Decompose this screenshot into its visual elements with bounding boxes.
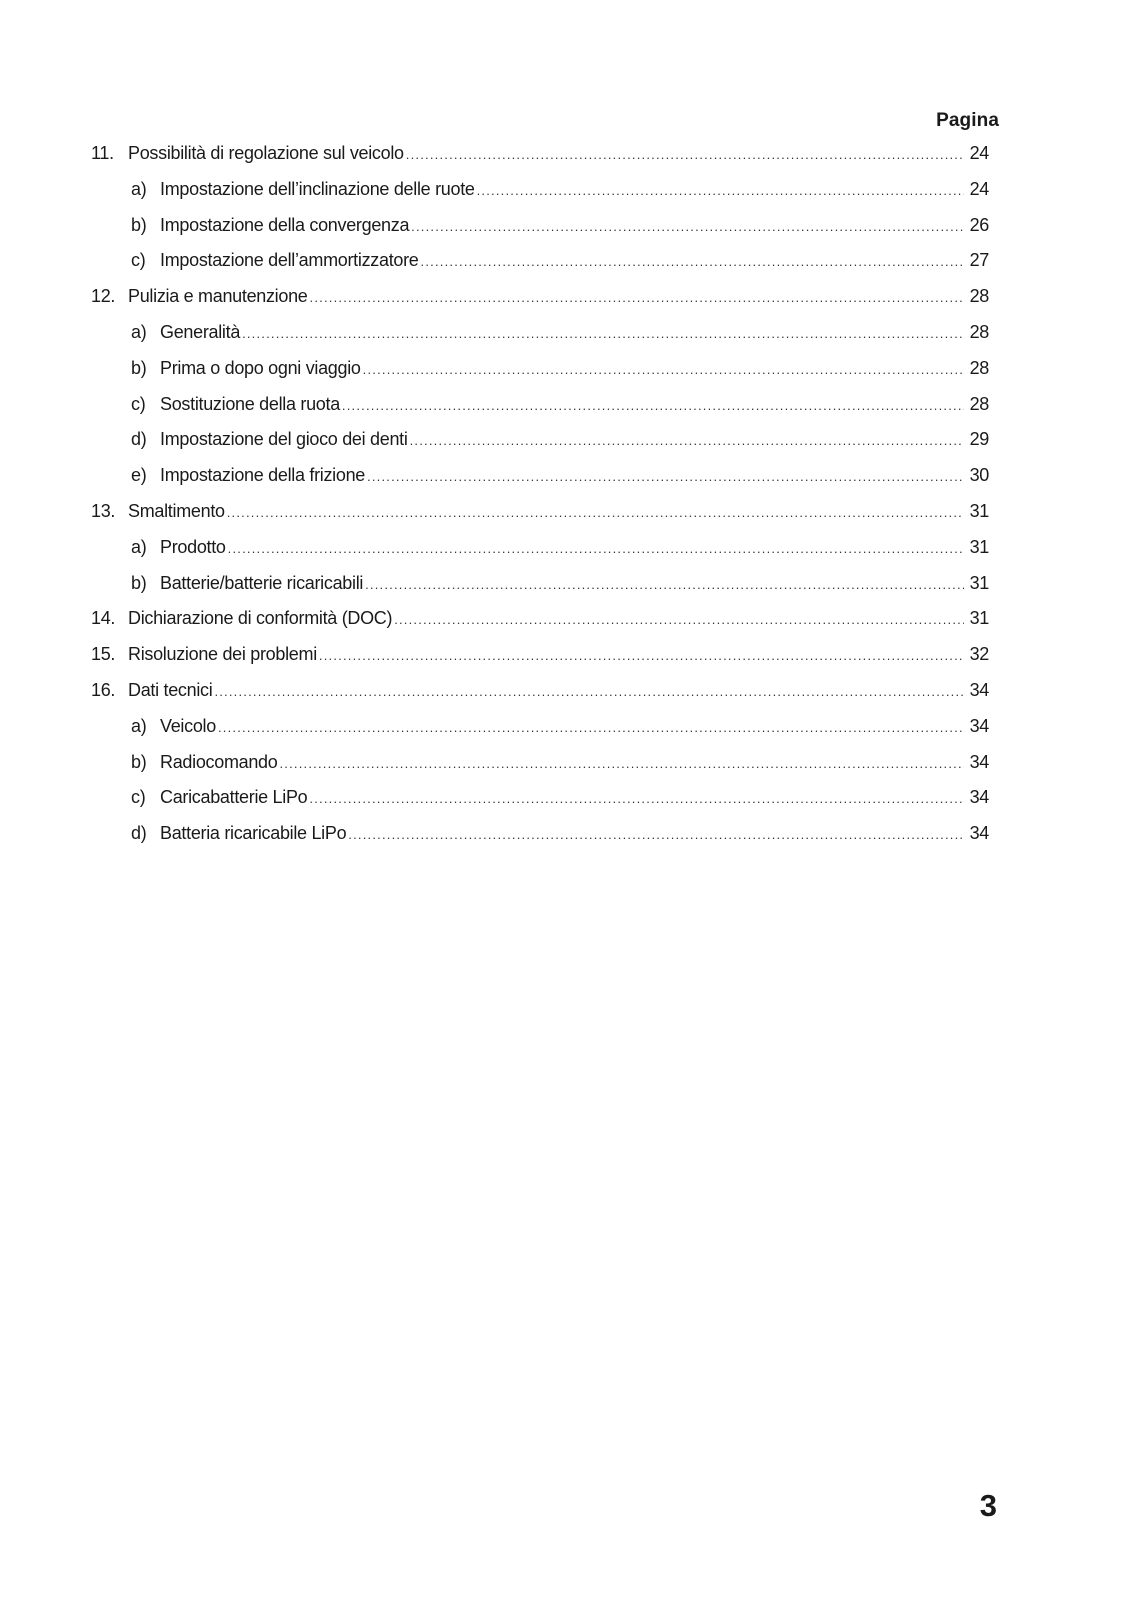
section-title: Risoluzione dei problemi [128, 644, 317, 665]
subsection-letter: d) [131, 429, 147, 450]
section-title: Smaltimento [128, 500, 225, 521]
subsection-title: Sostituzione della ruota [160, 393, 340, 414]
subsection-title: Impostazione della convergenza [160, 214, 410, 235]
subsection-letter: b) [131, 357, 147, 378]
dot-leader [242, 320, 964, 348]
toc-subsection-row[interactable] [91, 748, 989, 784]
subsection-title: Batteria ricaricabile LiPo [160, 823, 347, 844]
subsection-page: 30 [969, 465, 989, 486]
subsection-page: 28 [969, 393, 989, 414]
subsection-title: Impostazione dell’inclinazione delle ruote [160, 178, 475, 199]
dot-leader [342, 392, 964, 420]
dot-leader [279, 750, 964, 778]
section-page: 31 [969, 500, 989, 521]
toc-subsection-row[interactable] [91, 783, 989, 819]
subsection-letter: e) [131, 465, 147, 486]
section-title: Dichiarazione di conformità (DOC) [128, 608, 393, 629]
toc-section-row[interactable] [91, 604, 989, 640]
section-title: Dati tecnici [128, 679, 213, 700]
subsection-title: Impostazione del gioco dei denti [160, 429, 408, 450]
dot-leader [319, 642, 964, 670]
table-of-contents [91, 139, 989, 855]
subsection-page: 28 [969, 321, 989, 342]
toc-subsection-row[interactable] [91, 211, 989, 247]
dot-leader [348, 821, 964, 849]
subsection-letter: c) [131, 787, 146, 808]
dot-leader [214, 678, 964, 706]
toc-subsection-row[interactable] [91, 819, 989, 855]
toc-subsection-row[interactable] [91, 712, 989, 748]
section-number: 14. [91, 608, 116, 629]
toc-subsection-row[interactable] [91, 425, 989, 461]
toc-subsection-row[interactable] [91, 318, 989, 354]
subsection-title: Prima o dopo ogni viaggio [160, 357, 361, 378]
dot-leader [365, 571, 964, 599]
dot-leader [227, 499, 964, 527]
toc-subsection-row[interactable] [91, 175, 989, 211]
section-page: 32 [969, 644, 989, 665]
subsection-title: Batterie/batterie ricaricabili [160, 572, 364, 593]
subsection-page: 34 [969, 823, 989, 844]
dot-leader [477, 177, 964, 205]
toc-subsection-row[interactable] [91, 246, 989, 282]
subsection-letter: b) [131, 572, 147, 593]
section-page: 31 [969, 608, 989, 629]
toc-subsection-row[interactable] [91, 461, 989, 497]
toc-subsection-row[interactable] [91, 569, 989, 605]
subsection-page: 27 [969, 250, 989, 271]
subsection-page: 24 [969, 178, 989, 199]
subsection-title: Prodotto [160, 536, 226, 557]
subsection-letter: b) [131, 214, 147, 235]
subsection-page: 34 [969, 751, 989, 772]
section-title: Possibilità di regolazione sul veicolo [128, 143, 404, 163]
dot-leader [411, 213, 964, 241]
subsection-letter: a) [131, 715, 147, 736]
subsection-title: Impostazione dell’ammortizzatore [160, 250, 419, 271]
section-page: 24 [969, 143, 989, 163]
page-number: 3 [979, 1488, 997, 1523]
toc-subsection-row[interactable] [91, 390, 989, 426]
dot-leader [310, 284, 964, 312]
dot-leader [218, 714, 964, 742]
section-number: 15. [91, 644, 116, 665]
toc-subsection-row[interactable] [91, 533, 989, 569]
toc-section-row[interactable] [91, 282, 989, 318]
dot-leader [228, 535, 964, 563]
section-number: 16. [91, 679, 116, 700]
section-title: Pulizia e manutenzione [128, 286, 308, 307]
dot-leader [421, 248, 964, 276]
subsection-letter: c) [131, 393, 146, 414]
subsection-letter: b) [131, 751, 147, 772]
subsection-title: Impostazione della frizione [160, 465, 366, 486]
section-number: 13. [91, 500, 116, 521]
subsection-page: 26 [969, 214, 989, 235]
subsection-letter: a) [131, 178, 147, 199]
subsection-page: 29 [969, 429, 989, 450]
subsection-letter: a) [131, 321, 147, 342]
section-page: 28 [969, 286, 989, 307]
subsection-page: 34 [969, 715, 989, 736]
section-page: 34 [969, 679, 989, 700]
dot-leader [394, 606, 964, 634]
subsection-title: Caricabatterie LiPo [160, 787, 308, 808]
dot-leader [406, 141, 964, 169]
toc-subsection-row[interactable] [91, 354, 989, 390]
section-number: 11. [91, 143, 114, 163]
toc-section-row[interactable] [91, 676, 989, 712]
subsection-title: Radiocomando [160, 751, 278, 772]
dot-leader [367, 463, 964, 491]
subsection-page: 28 [969, 357, 989, 378]
dot-leader [410, 427, 964, 455]
subsection-title: Veicolo [160, 715, 216, 736]
toc-section-row[interactable] [91, 640, 989, 676]
dot-leader [363, 356, 964, 384]
subsection-page: 31 [969, 536, 989, 557]
pagina-column-heading: Pagina [936, 110, 999, 131]
subsection-title: Generalità [160, 321, 241, 342]
dot-leader [309, 785, 964, 813]
toc-section-row[interactable] [91, 497, 989, 533]
subsection-page: 31 [969, 572, 989, 593]
subsection-page: 34 [969, 787, 989, 808]
subsection-letter: c) [131, 250, 146, 271]
section-number: 12. [91, 286, 116, 307]
subsection-letter: d) [131, 823, 147, 844]
toc-section-row[interactable] [91, 139, 989, 175]
subsection-letter: a) [131, 536, 147, 557]
